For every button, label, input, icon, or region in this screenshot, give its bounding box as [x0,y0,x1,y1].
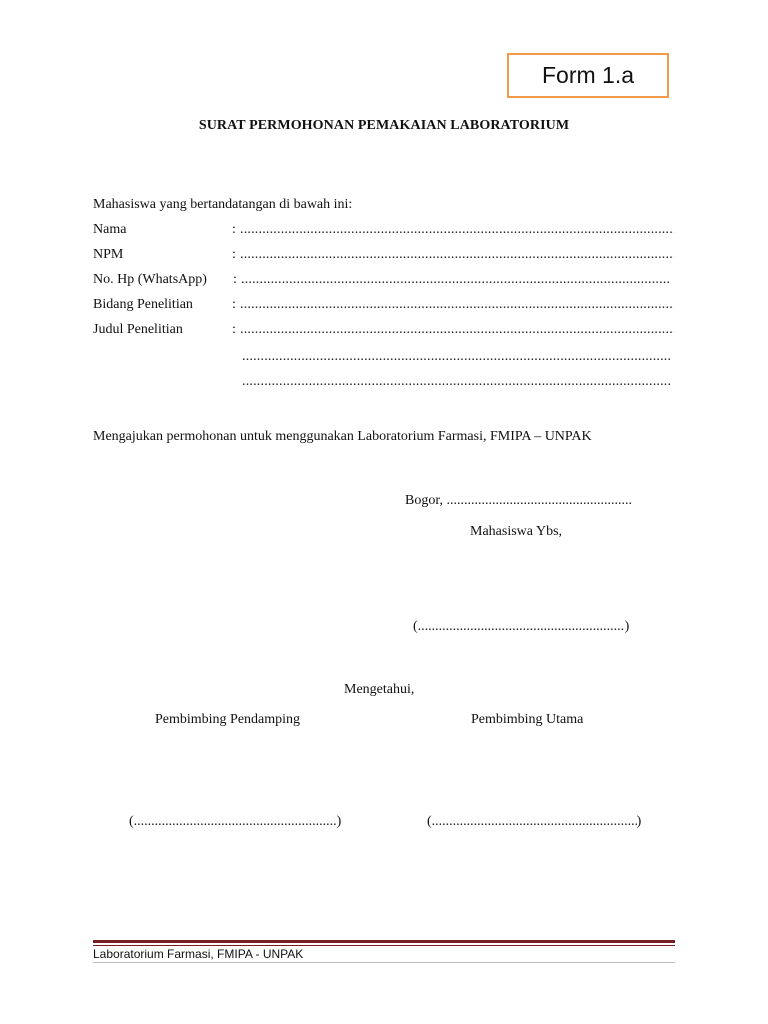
student-signature-line: (..... ) [413,619,629,635]
date-dots [446,493,631,509]
footer-text: Laboratorium Farmasi, FMIPA - UNPAK [93,947,304,961]
place-prefix: Bogor, [405,493,443,508]
field-label-nama: Nama [93,222,127,237]
acknowledged-label: Mengetahui, [344,682,415,697]
document-title: SURAT PERMOHONAN PEMAKAIAN LABORATORIUM [198,118,570,133]
field-dots-judul-2 [242,349,672,365]
field-dots-npm [240,247,674,263]
field-colon: : [233,272,237,287]
field-dots-phone [241,272,671,288]
supervisor-assistant-label: Pembimbing Pendamping [155,712,301,727]
footer-rule-thick [93,940,675,943]
field-colon: : [232,322,236,337]
intro-text: Mahasiswa yang bertandatangan di bawah ini: [93,197,353,212]
field-colon: : [232,297,236,312]
student-signer-label: Mahasiswa Ybs, [470,524,563,539]
date-place-line [405,493,631,509]
field-dots-judul-3 [242,374,672,390]
field-colon: : [232,247,236,262]
footer-rule-thin [93,945,675,946]
field-dots-nama [240,222,674,238]
field-colon: : [232,222,236,237]
supervisor-main-signature-line: (..... ) [427,814,641,830]
field-dots-bidang [240,297,674,313]
request-text: Mengajukan permohonan untuk menggunakan Laboratorium Farmasi, FMIPA – UNPAK [93,429,592,444]
form-number-box: Form 1.a [507,53,669,98]
field-label-judul: Judul Penelitian [93,322,183,337]
supervisor-assistant-signature-line: (..... ) [129,814,341,830]
footer-rule-bottom [93,962,675,963]
field-label-npm: NPM [93,247,124,262]
supervisor-main-label: Pembimbing Utama [471,712,584,727]
field-label-phone: No. Hp (WhatsApp) [93,272,207,287]
field-dots-judul-1 [240,322,674,338]
field-label-bidang: Bidang Penelitian [93,297,193,312]
